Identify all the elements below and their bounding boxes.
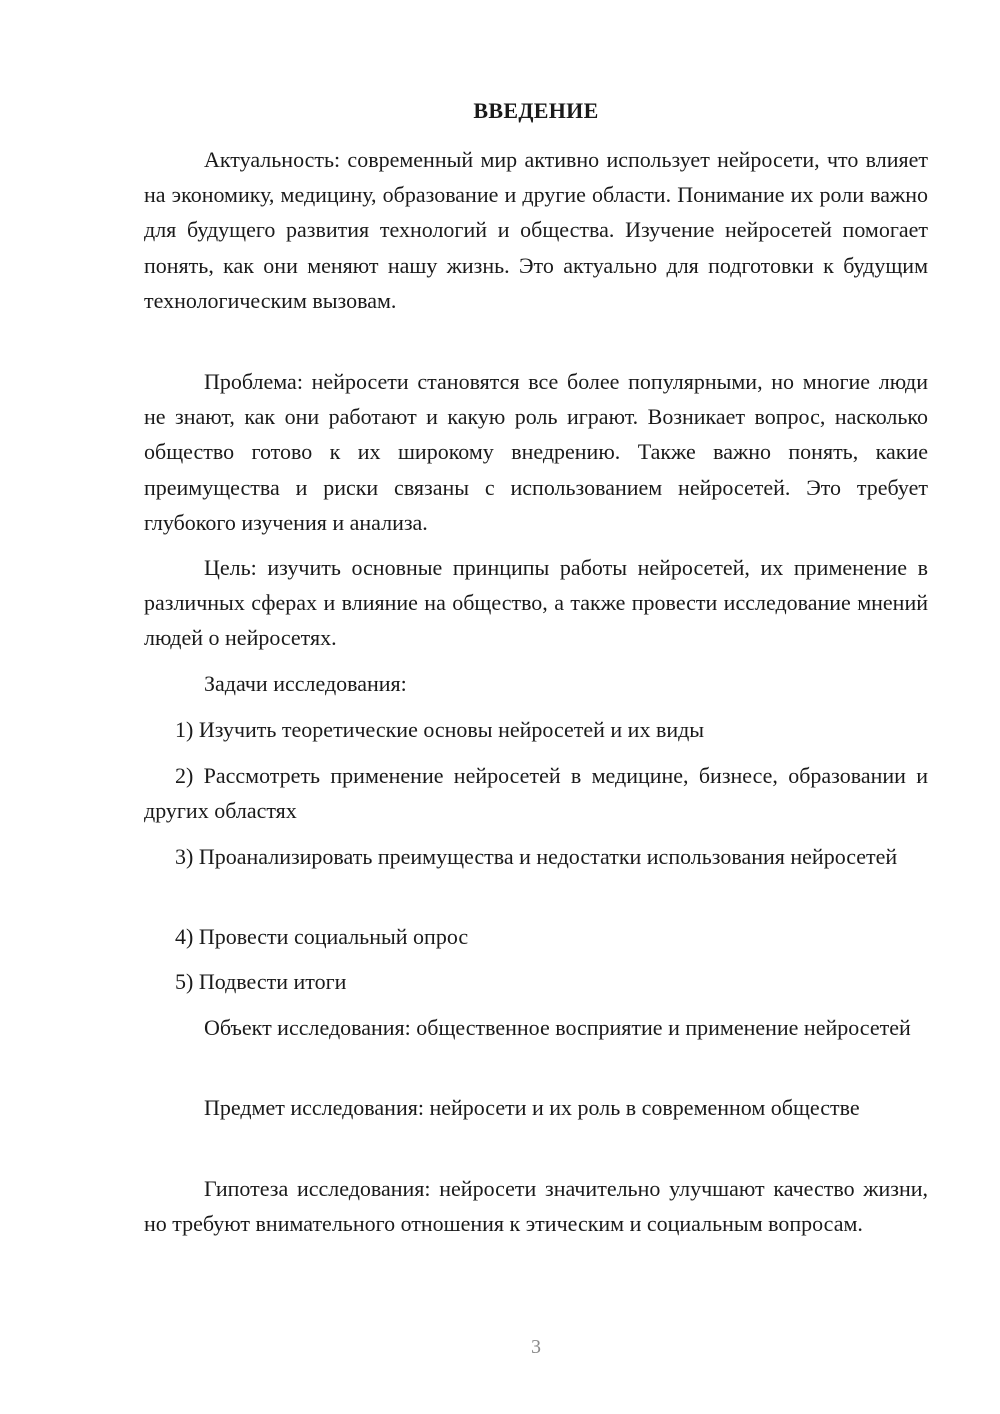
goal-paragraph: Цель: изучить основные принципы работы нейросетей, их применение в различных сферах и влияние на общество, а также провести исследование мнений людей о нейросетях. [144,555,928,651]
task-item-2: 2) Рассмотреть применение нейросетей в медицине, бизнесе, образовании и других областях [144,763,928,824]
hypothesis-paragraph: Гипотеза исследования: нейросети значительно улучшают качество жизни, но требуют внимательного отношения к этическим и социальным вопросам. [144,1176,928,1237]
task-item-4: 4) Провести социальный опрос [175,924,469,949]
task-item-5: 5) Подвести итоги [175,969,347,994]
page-number: 3 [531,1336,541,1358]
task-item-3: 3) Проанализировать преимущества и недостатки использования нейросетей [175,844,898,869]
tasks-intro: Задачи исследования: [204,671,407,696]
subject-paragraph: Предмет исследования: нейросети и их роль в современном обществе [204,1095,860,1120]
object-paragraph: Объект исследования: общественное восприятие и применение нейросетей [204,1015,911,1040]
relevance-paragraph: Актуальность: современный мир активно использует нейросети, что влияет на экономику, медицину, образование и другие области. Понимание их роли важно для будущего развития технологий и общества. Изучение нейросетей помогает понять, как они меняют нашу жизнь. Это актуально для подготовки к будущим технологическим вызовам. [144,147,928,313]
problem-paragraph: Проблема: нейросети становятся все более популярными, но многие люди не знают, как они работают и какую роль играют. Возникает вопрос, насколько общество готово к их широкому внедрению. Также важно понять, какие преимущества и риски связаны с использованием нейросетей. Это требует глубокого изучения и анализа. [144,369,928,535]
task-item-1: 1) Изучить теоретические основы нейросетей и их виды [175,717,705,742]
section-heading: ВВЕДЕНИЕ [473,98,599,123]
